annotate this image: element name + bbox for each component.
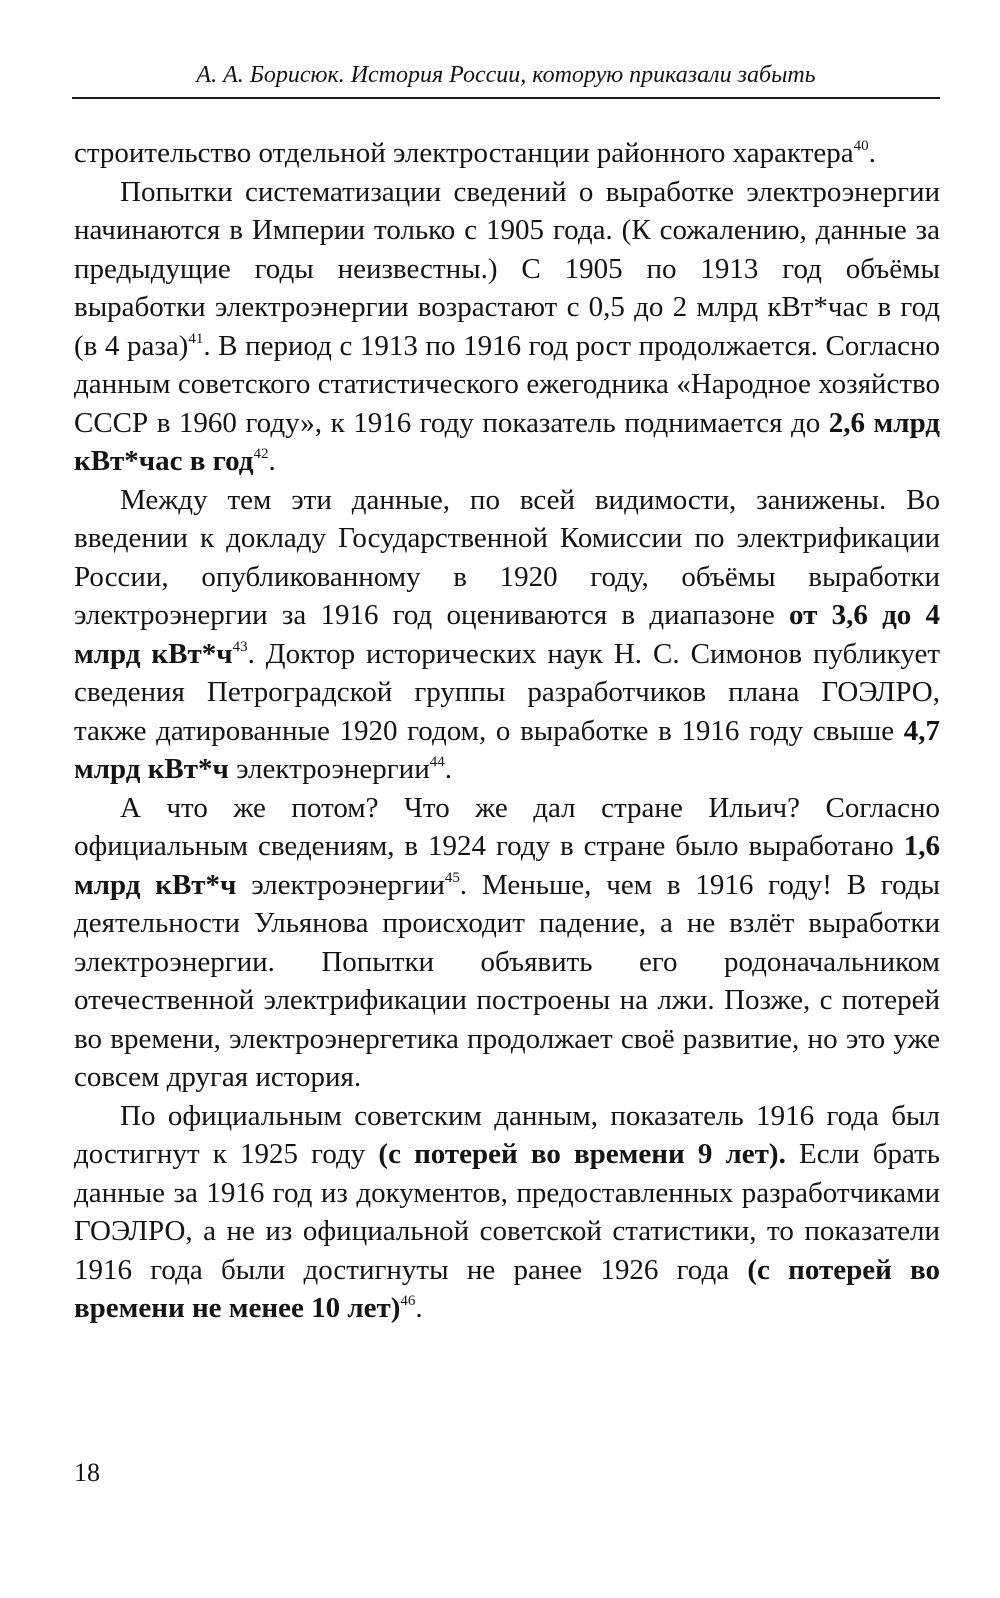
- paragraph-1: строительство отдельной электростанции районного характера$^{40}$.: [74, 137, 876, 169]
- paragraph-4: А что же потом? Что же дал стране Ильич? Согласно официальным сведениям, в 1924 году в стране было выработано 1,6 млрд кВт*ч электроэнергии$^{45}$. Меньше, чем в 1916 году! В годы деятельности Ульянова происходит падение, а не взлёт выработки электроэнергии. Попытки объявить его родоначальником отечественной электрификации построены на лжи. Позже, с потерей во времени, электроэнергетика продолжает своё развитие, но это уже совсем другая история.: [74, 791, 940, 1093]
- emphasis: 2,6 млрд кВт*час в год: [74, 406, 940, 477]
- emphasis: 1,6 млрд кВт*ч: [74, 830, 940, 901]
- emphasis: (с потерей во времени не менее 10 лет): [74, 1253, 940, 1324]
- page-number: 18: [74, 1458, 100, 1487]
- paragraph-5: По официальным советским данным, показатель 1916 года был достигнут к 1925 году (с потерей во времени 9 лет). Если брать данные за 1916 год из документов, предоставленных разработчиками ГОЭЛРО, а не из официальной советской статистики, то показатели 1916 года были достигнуты не ранее 1926 года (с потерей во времени не менее 10 лет)$^{46}$.: [74, 1099, 940, 1324]
- footnote-ref[interactable]: 42: [253, 446, 269, 462]
- emphasis: (с потерей во времени 9 лет).: [378, 1138, 786, 1170]
- emphasis: 4,7 млрд кВт*ч: [74, 714, 940, 785]
- emphasis: от 3,6 до 4 млрд кВт*ч: [74, 599, 940, 670]
- footnote-ref[interactable]: 46: [400, 1293, 416, 1309]
- footnote-ref[interactable]: 43: [232, 638, 248, 655]
- header-rule: [72, 97, 940, 99]
- footnote-ref[interactable]: 45: [444, 869, 460, 886]
- running-header: А. А. Борисюк. История России, которую приказали забыть: [196, 62, 816, 88]
- footnote-ref[interactable]: 44: [429, 754, 445, 770]
- body-text: [74, 134, 940, 1328]
- footnote-ref[interactable]: 41: [188, 330, 204, 347]
- footnote-ref[interactable]: 40: [853, 138, 869, 154]
- paragraph-2: Попытки систематизации сведений о выработке электроэнергии начинаются в Империи только с 1905 года. (К сожалению, данные за предыдущие годы неизвестны.) С 1905 по 1913 год объёмы выработки электроэнергии возрастают с 0,5 до 2 млрд кВт*час в год (в 4 раза)$^{41}$. В период с 1913 по 1916 год рост продолжается. Согласно данным советского статистического ежегодника «Народное хозяйство СССР в 1960 году», к 1916 году показатель поднимается до 2,6 млрд кВт*час в год$^{42}$.: [74, 175, 940, 477]
- paragraph-3: Между тем эти данные, по всей видимости, занижены. Во введении к докладу Государственной Комиссии по электрификации России, опубликованному в 1920 году, объёмы выработки электроэнергии за 1916 год оцениваются в диапазоне от 3,6 до 4 млрд $кВт*ч^{43}$. Доктор исторических наук Н. С. Симонов публикует сведения Петроградской группы разработчиков плана ГОЭЛРО, также датированные 1920 годом, о выработке в 1916 году свыше 4,7 млрд кВт*ч электроэнергии$^{44}$.: [74, 483, 940, 785]
